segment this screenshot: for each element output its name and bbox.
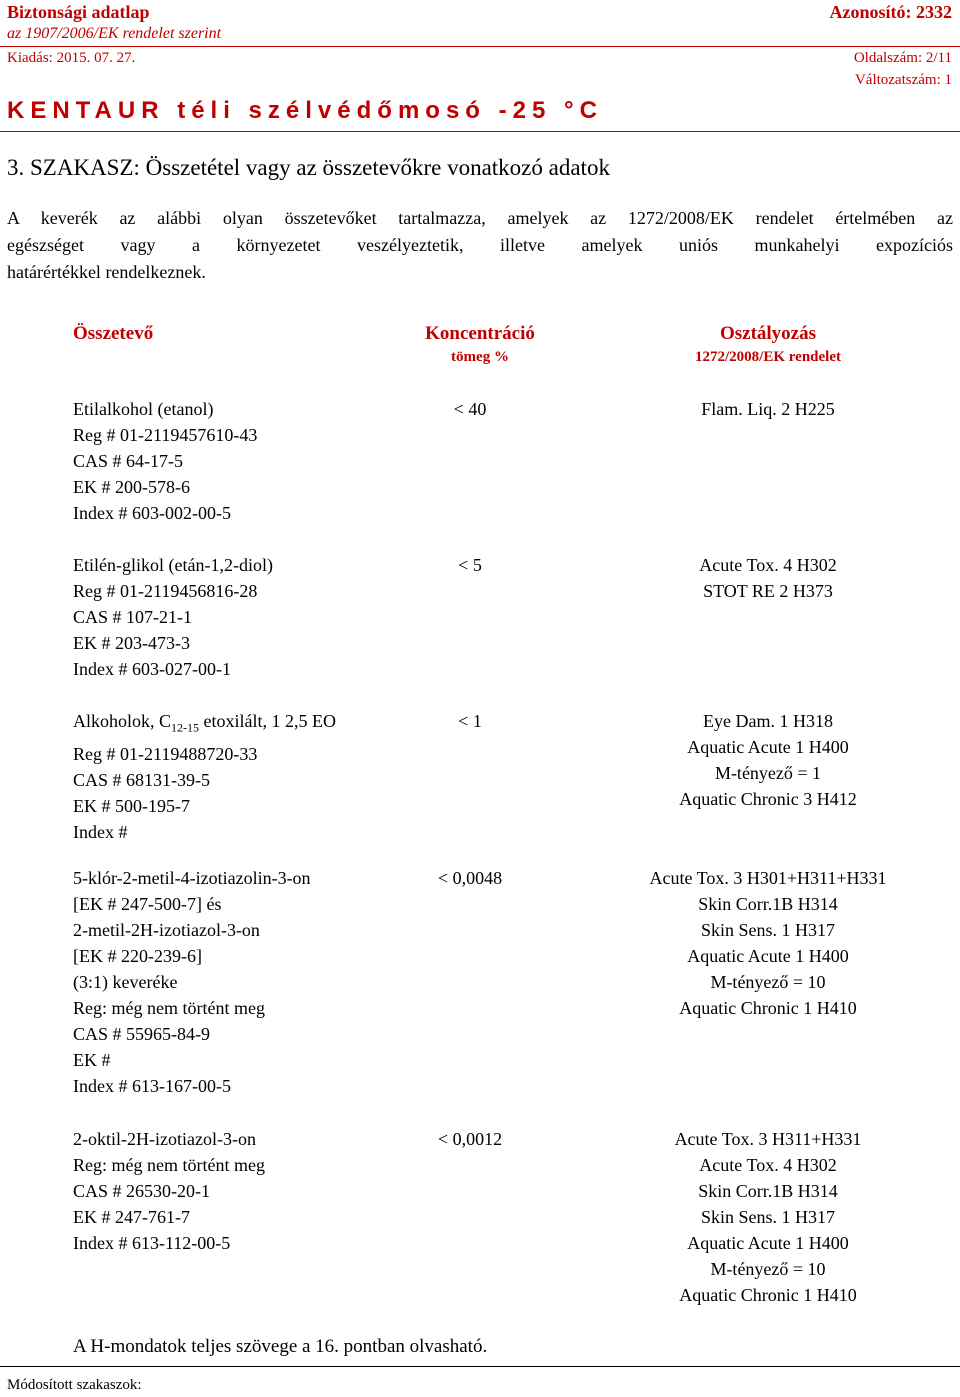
concentration-cell: < 40 bbox=[453, 399, 487, 419]
component-line: 5-klór-2-metil-4-izotiazolin-3-on bbox=[73, 868, 311, 888]
component-line: (3:1) keveréke bbox=[73, 972, 178, 992]
intro-line-3: határértékkel rendelkeznek. bbox=[7, 262, 206, 282]
component-line: Reg: még nem történt meg bbox=[73, 998, 265, 1018]
component-line: EK # 200-578-6 bbox=[73, 477, 190, 497]
issue-date: Kiadás: 2015. 07. 27. bbox=[7, 50, 136, 66]
component-line: Reg # 01-2119457610-43 bbox=[73, 425, 258, 445]
page-number: Oldalszám: 2/11 bbox=[853, 50, 952, 66]
component-cell bbox=[73, 1126, 265, 1256]
component-line: EK # bbox=[73, 1050, 111, 1070]
component-line: Index # 603-002-00-5 bbox=[73, 503, 231, 523]
classification-line: Eye Dam. 1 H318 bbox=[703, 711, 833, 731]
component-line: Etilén-glikol (etán-1,2-diol) bbox=[73, 555, 273, 575]
classification-line: M-tényező = 10 bbox=[710, 1259, 826, 1279]
classification-line: M-tényező = 10 bbox=[710, 972, 826, 992]
regulation-reference: az 1907/2006/EK rendelet szerint bbox=[7, 25, 222, 42]
component-line bbox=[73, 708, 336, 741]
column-header-component: Összetevő bbox=[73, 323, 154, 344]
component-line: CAS # 26530-20-1 bbox=[73, 1181, 211, 1201]
component-line: Index # 603-027-00-1 bbox=[73, 659, 231, 679]
intro-line-2: egészséget vagy a környezetet veszélyeztetik, illetve amelyek uniós munkahelyi expozíciós bbox=[7, 235, 953, 255]
concentration-cell: < 1 bbox=[458, 711, 482, 731]
component-line: Index # bbox=[73, 821, 128, 842]
classification-line: M-tényező = 1 bbox=[714, 763, 822, 783]
component-line: 2-oktil-2H-izotiazol-3-on bbox=[73, 1129, 256, 1149]
component-line: EK # 247-761-7 bbox=[73, 1207, 190, 1227]
concentration-cell: < 0,0048 bbox=[437, 868, 503, 888]
section-intro bbox=[7, 205, 953, 286]
classification-line: Aquatic Acute 1 H400 bbox=[687, 737, 849, 757]
document-title: Biztonsági adatlap bbox=[7, 2, 150, 22]
classification-line: Aquatic Acute 1 H400 bbox=[687, 1233, 849, 1253]
column-header-concentration: Koncentráció bbox=[425, 323, 535, 344]
component-line: Index # 613-167-00-5 bbox=[73, 1076, 231, 1096]
modified-sections-label: Módosított szakaszok: bbox=[7, 1377, 142, 1393]
component-line: Etilalkohol (etanol) bbox=[73, 399, 214, 419]
classification-cell bbox=[628, 552, 908, 604]
h-statements-note: A H-mondatok teljes szövege a 16. pontban olvasható. bbox=[73, 1336, 488, 1357]
component-name-suffix: etoxilált, 1 2,5 EO bbox=[199, 711, 336, 731]
component-cell bbox=[73, 708, 336, 845]
column-header-classification: Osztályozás bbox=[719, 323, 817, 344]
component-cell bbox=[73, 865, 311, 1099]
component-line: CAS # 68131-39-5 bbox=[73, 769, 211, 790]
classification-cell bbox=[618, 1126, 918, 1308]
classification-line: Acute Tox. 4 H302 bbox=[699, 555, 837, 575]
concentration-cell: < 5 bbox=[458, 555, 482, 575]
component-line: CAS # 64-17-5 bbox=[73, 451, 184, 471]
classification-line: Aquatic Chronic 1 H410 bbox=[679, 998, 857, 1018]
classification-line: Aquatic Chronic 1 H410 bbox=[679, 1285, 857, 1305]
product-name: KENTAUR téli szélvédőmosó -25 °C bbox=[7, 97, 603, 124]
component-name-subscript: 12-15 bbox=[171, 720, 200, 735]
classification-line: Acute Tox. 3 H301+H311+H331 bbox=[649, 868, 887, 888]
classification-line: Acute Tox. 4 H302 bbox=[699, 1155, 837, 1175]
classification-line: Flam. Liq. 2 H225 bbox=[701, 399, 835, 419]
component-line: Reg # 01-2119488720-33 bbox=[73, 743, 258, 764]
component-line: Index # 613-112-00-5 bbox=[73, 1233, 231, 1253]
classification-line: STOT RE 2 H373 bbox=[703, 581, 833, 601]
column-subheader-classification-ref: 1272/2008/EK rendelet bbox=[695, 349, 841, 365]
component-line: [EK # 247-500-7] és bbox=[73, 894, 222, 914]
section-title: 3. SZAKASZ: Összetétel vagy az összetevőkre vonatkozó adatok bbox=[7, 155, 610, 180]
component-line: EK # 500-195-7 bbox=[73, 795, 190, 816]
classification-line: Skin Sens. 1 H317 bbox=[700, 1207, 835, 1227]
intro-line-1: A keverék az alábbi olyan összetevőket tartalmazza, amelyek az 1272/2008/EK rendelet értelmében az bbox=[7, 208, 953, 228]
column-subheader-concentration-unit: tömeg % bbox=[451, 349, 509, 365]
classification-line: Skin Sens. 1 H317 bbox=[700, 920, 835, 940]
classification-cell bbox=[628, 396, 908, 422]
version-number: Változatszám: 1 bbox=[854, 72, 952, 88]
classification-line: Aquatic Chronic 3 H412 bbox=[679, 789, 857, 809]
component-line: EK # 203-473-3 bbox=[73, 633, 190, 653]
classification-line: Acute Tox. 3 H311+H331 bbox=[674, 1129, 862, 1149]
header-rule-bottom bbox=[0, 131, 960, 132]
component-line: Reg: még nem történt meg bbox=[73, 1155, 265, 1175]
component-cell bbox=[73, 552, 273, 682]
component-name-prefix: Alkoholok, C bbox=[73, 711, 172, 731]
classification-cell bbox=[628, 708, 908, 812]
component-line: CAS # 107-21-1 bbox=[73, 607, 193, 627]
classification-cell bbox=[618, 865, 918, 1021]
component-line: 2-metil-2H-izotiazol-3-on bbox=[73, 920, 260, 940]
document-identifier: Azonosító: 2332 bbox=[829, 2, 952, 22]
component-cell bbox=[73, 396, 257, 526]
component-line: [EK # 220-239-6] bbox=[73, 946, 202, 966]
classification-line: Skin Corr.1B H314 bbox=[698, 894, 838, 914]
component-line: Reg # 01-2119456816-28 bbox=[73, 581, 258, 601]
footer-rule bbox=[0, 1366, 960, 1367]
concentration-cell: < 0,0012 bbox=[437, 1129, 503, 1149]
classification-line: Aquatic Acute 1 H400 bbox=[687, 946, 849, 966]
classification-line: Skin Corr.1B H314 bbox=[698, 1181, 838, 1201]
header-rule-top bbox=[0, 46, 960, 47]
component-line: CAS # 55965-84-9 bbox=[73, 1024, 211, 1044]
